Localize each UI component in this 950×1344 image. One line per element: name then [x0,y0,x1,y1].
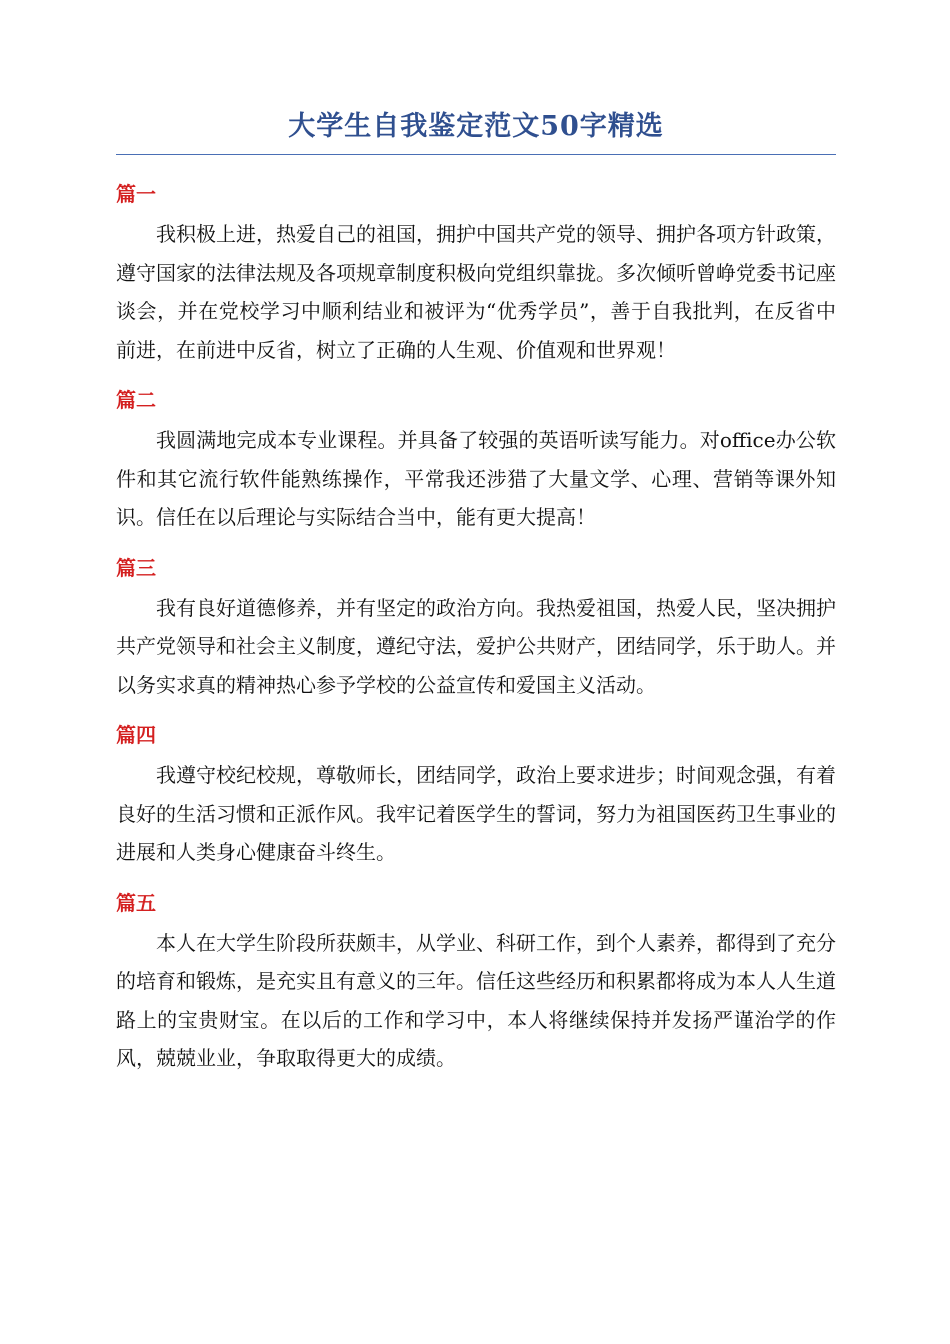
document-title: 大学生自我鉴定范文50字精选 [288,111,664,142]
section-2 [116,383,836,537]
section-body: 我积极上进，热爱自己的祖国，拥护中国共产党的领导、拥护各项方针政策，遵守国家的法律法规及各项规章制度积极向党组织靠拢。多次倾听曾峥党委书记座谈会，并在党校学习中顺利结业和被评为“优秀学员”，善于自我批判，在反省中前进，在前进中反省，树立了正确的人生观、价值观和世界观！ [116,222,836,362]
section-body: 我遵守校纪校规，尊敬师长，团结同学，政治上要求进步；时间观念强，有着良好的生活习惯和正派作风。我牢记着医学生的誓词，努力为祖国医药卫生事业的进展和人类身心健康奋斗终生。 [116,763,836,864]
section-3 [116,551,836,705]
section-body: 本人在大学生阶段所获颇丰，从学业、科研工作，到个人素养，都得到了充分的培育和锻炼，是充实且有意义的三年。信任这些经历和积累都将成为本人人生道路上的宝贵财宝。在以后的工作和学习中，本人将继续保持并发扬严谨治学的作风，兢兢业业，争取取得更大的成绩。 [116,930,836,1070]
section-5 [116,886,836,1078]
document-page [116,108,836,1092]
title-divider [116,154,836,155]
section-heading: 篇五 [116,890,156,915]
section-heading: 篇一 [116,182,156,206]
section-body: 我有良好道德修养，并有坚定的政治方向。我热爱祖国，热爱人民，坚决拥护共产党领导和社会主义制度，遵纪守法，爱护公共财产，团结同学，乐于助人。并以务实求真的精神热心参予学校的公益宣传和爱国主义活动。 [116,595,836,697]
section-body: 我圆满地完成本专业课程。并具备了较强的英语听读写能力。对office办公软件和其它流行软件能熟练操作，平常我还涉猎了大量文学、心理、营销等课外知识。信任在以后理论与实际结合当中，能有更大提高！ [116,428,836,529]
section-4 [116,718,836,872]
section-heading: 篇三 [116,555,156,580]
section-1 [116,177,836,369]
section-heading: 篇二 [116,388,156,412]
section-heading: 篇四 [116,723,156,747]
